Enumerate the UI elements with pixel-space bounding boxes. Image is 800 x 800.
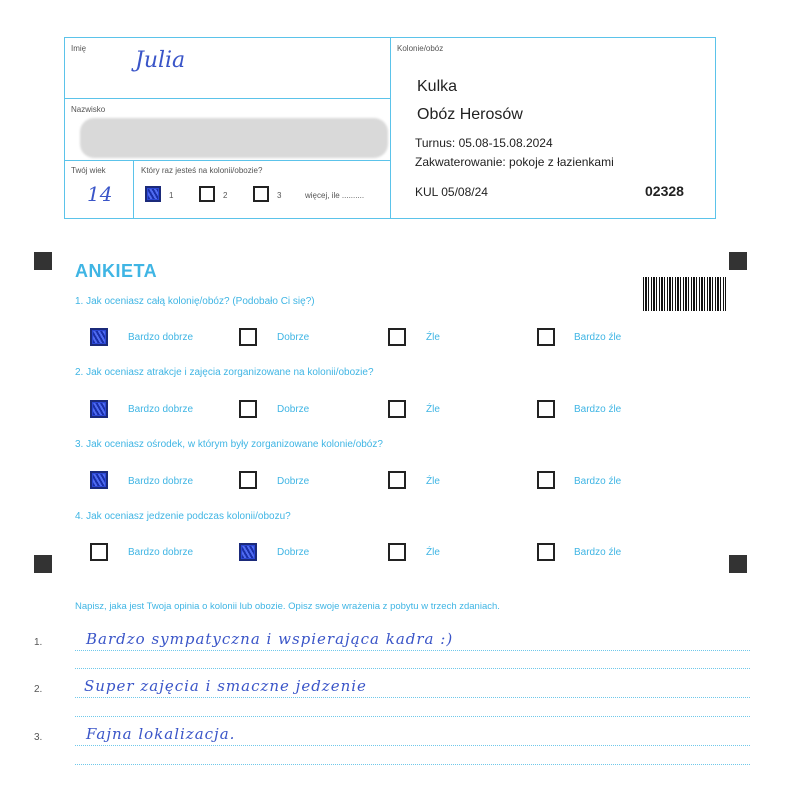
q1-option-dobrze[interactable] <box>239 328 257 346</box>
camp-code: KUL 05/08/24 <box>415 185 488 199</box>
line-number-2: 2. <box>34 684 43 695</box>
q1-label-bardzo-zle: Bardzo źle <box>574 332 622 343</box>
q2-label-bardzo-zle: Bardzo źle <box>574 404 622 415</box>
times-3-checkbox[interactable] <box>253 186 269 202</box>
surname-label: Nazwisko <box>71 105 106 114</box>
q3-option-bardzo-dobrze[interactable] <box>90 471 108 489</box>
name-label: Imię <box>71 44 87 53</box>
question-1: 1. Jak oceniasz całą kolonię/obóz? (Podobało Ci się?) <box>75 296 315 307</box>
barcode <box>643 277 726 311</box>
q2-label-bardzo-dobrze: Bardzo dobrze <box>128 404 194 415</box>
q2-option-dobrze[interactable] <box>239 400 257 418</box>
camp-name: Kulka <box>417 78 458 95</box>
times-2-label: 2 <box>223 191 228 200</box>
q1-option-bardzo-dobrze[interactable] <box>90 328 108 346</box>
opinion-line-3[interactable]: Fajna lokalizacja. <box>86 725 236 743</box>
registration-marker <box>729 252 747 270</box>
q1-label-dobrze: Dobrze <box>277 332 310 343</box>
q1-label-bardzo-dobrze: Bardzo dobrze <box>128 332 194 343</box>
q3-option-dobrze[interactable] <box>239 471 257 489</box>
q3-label-bardzo-zle: Bardzo źle <box>574 476 622 487</box>
q3-option-zle[interactable] <box>388 471 406 489</box>
q3-option-bardzo-zle[interactable] <box>537 471 555 489</box>
opinion-prompt: Napisz, jaka jest Twoja opinia o kolonii lub obozie. Opisz swoje wrażenia z pobytu w trzech zdaniach. <box>75 601 500 612</box>
age-value[interactable]: 14 <box>87 182 113 206</box>
q4-label-bardzo-zle: Bardzo źle <box>574 547 622 558</box>
line-number-3: 3. <box>34 732 43 743</box>
q3-label-zle: Źle <box>426 476 440 487</box>
q4-option-bardzo-zle[interactable] <box>537 543 555 561</box>
q2-label-dobrze: Dobrze <box>277 404 310 415</box>
turnus: Turnus: 05.08-15.08.2024 <box>415 136 553 150</box>
opinion-line-1[interactable]: Bardzo sympatyczna i wspierająca kadra :) <box>86 630 454 648</box>
times-3-label: 3 <box>277 191 282 200</box>
registration-marker <box>729 555 747 573</box>
opinion-line-2[interactable]: Super zajęcia i smaczne jedzenie <box>84 677 367 695</box>
name-value[interactable]: Julia <box>135 48 186 73</box>
survey-title: ANKIETA <box>75 261 158 281</box>
q4-label-dobrze: Dobrze <box>277 547 310 558</box>
q4-option-bardzo-dobrze[interactable] <box>90 543 108 561</box>
dotted-line <box>75 745 750 746</box>
line-number-1: 1. <box>34 637 43 648</box>
header-box <box>64 37 716 219</box>
dotted-line <box>75 716 750 717</box>
dotted-line <box>75 668 750 669</box>
question-3: 3. Jak oceniasz ośrodek, w którym były zorganizowane kolonie/obóz? <box>75 439 383 450</box>
dotted-line <box>75 650 750 651</box>
accommodation: Zakwaterowanie: pokoje z łazienkami <box>415 155 614 169</box>
times-1-label: 1 <box>169 191 174 200</box>
times-1-checkbox[interactable] <box>145 186 161 202</box>
q2-label-zle: Źle <box>426 404 440 415</box>
q2-option-bardzo-zle[interactable] <box>537 400 555 418</box>
q4-label-zle: Źle <box>426 547 440 558</box>
header-divider <box>390 38 391 218</box>
q2-option-bardzo-dobrze[interactable] <box>90 400 108 418</box>
form-number: 02328 <box>645 183 684 199</box>
question-2: 2. Jak oceniasz atrakcje i zajęcia zorganizowane na kolonii/obozie? <box>75 367 374 378</box>
registration-marker <box>34 252 52 270</box>
dotted-line <box>75 764 750 765</box>
q1-option-zle[interactable] <box>388 328 406 346</box>
q1-label-zle: Źle <box>426 332 440 343</box>
age-label: Twój wiek <box>71 166 106 175</box>
times-2-checkbox[interactable] <box>199 186 215 202</box>
times-more-label: więcej, ile .......... <box>305 191 365 200</box>
name-divider <box>65 98 390 99</box>
dotted-line <box>75 697 750 698</box>
camp-label: Kolonie/obóz <box>397 44 444 53</box>
surname-redacted <box>80 118 388 158</box>
camp-title: Obóz Herosów <box>417 106 523 123</box>
q4-label-bardzo-dobrze: Bardzo dobrze <box>128 547 194 558</box>
age-divider <box>133 160 134 218</box>
q4-option-dobrze[interactable] <box>239 543 257 561</box>
q1-option-bardzo-zle[interactable] <box>537 328 555 346</box>
times-label: Który raz jesteś na kolonii/obozie? <box>141 166 263 175</box>
question-4: 4. Jak oceniasz jedzenie podczas kolonii/obozu? <box>75 511 291 522</box>
q3-label-dobrze: Dobrze <box>277 476 310 487</box>
q4-option-zle[interactable] <box>388 543 406 561</box>
q2-option-zle[interactable] <box>388 400 406 418</box>
registration-marker <box>34 555 52 573</box>
q3-label-bardzo-dobrze: Bardzo dobrze <box>128 476 194 487</box>
surname-divider <box>65 160 390 161</box>
